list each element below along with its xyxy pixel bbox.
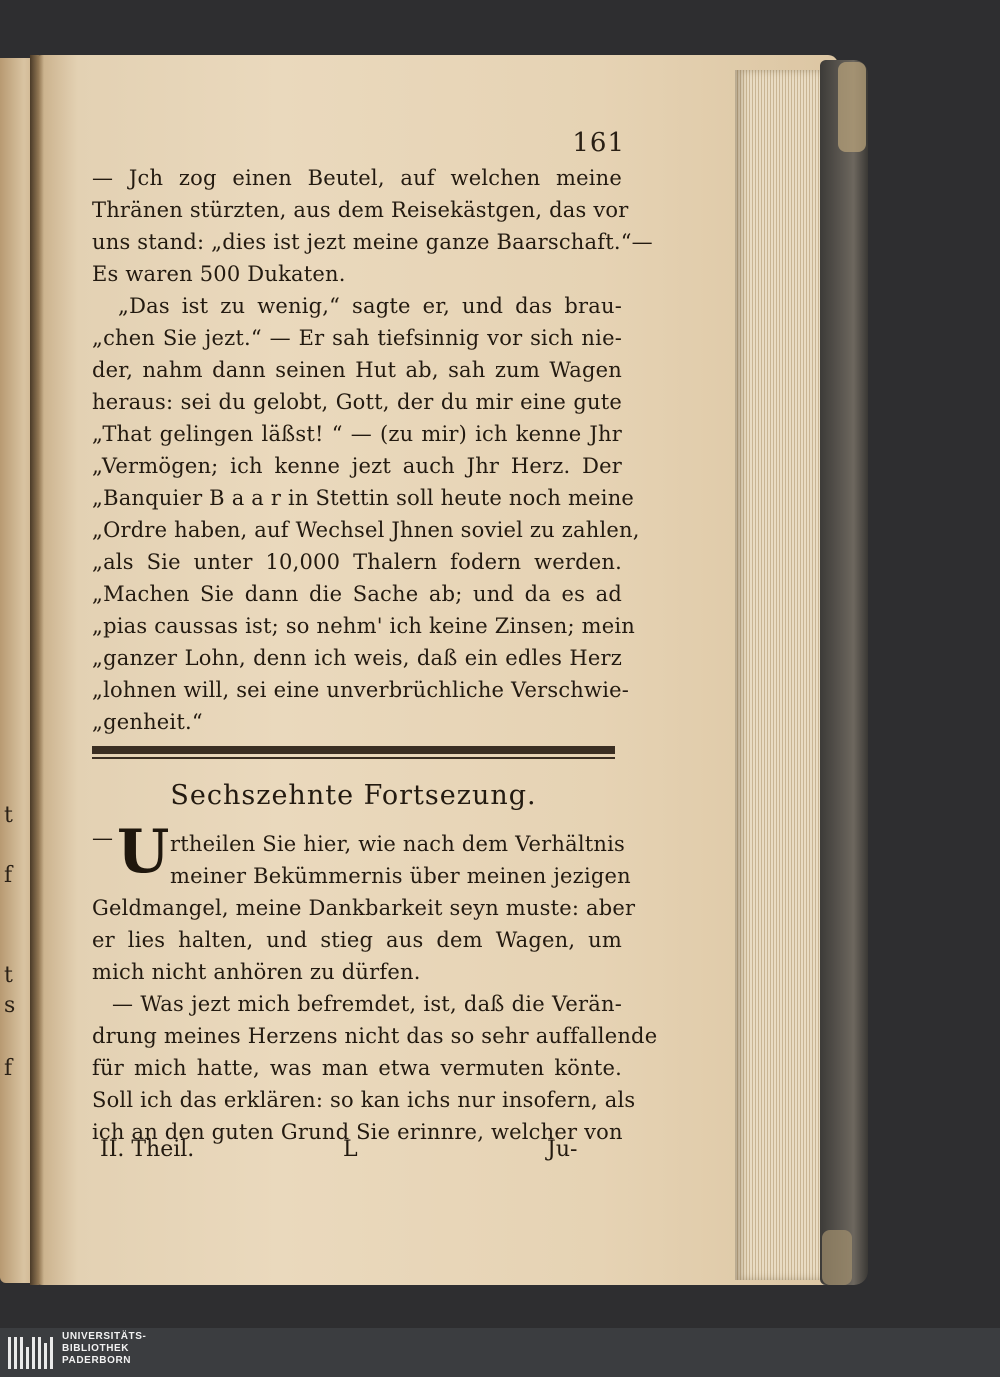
- text-line: Soll ich das erklären: so kan ichs nur insofern, als: [92, 1088, 636, 1112]
- signature-mark: L: [343, 1137, 358, 1162]
- text-line: „Vermögen; ich kenne jezt auch Jhr Herz. Der: [92, 454, 622, 478]
- text-line: „Machen Sie dann die Sache ab; und da es ad: [92, 582, 622, 606]
- library-bar: [0, 1328, 1000, 1377]
- text-line: Es waren 500 Dukaten.: [92, 262, 346, 286]
- page-footer: [100, 1137, 600, 1171]
- text-line: — Was jezt mich befremdet, ist, daß die Verän-: [112, 992, 622, 1016]
- section-rule-thick: [92, 746, 615, 754]
- cover-wear-bottom: [822, 1230, 852, 1285]
- library-name-line2: BIBLIOTHEK: [62, 1343, 130, 1354]
- text-line: „Ordre haben, auf Wechsel Jhnen soviel zu zahlen,: [92, 518, 640, 542]
- text-line: mich nicht anhören zu dürfen.: [92, 960, 421, 984]
- volume-label: II. Theil.: [100, 1137, 195, 1162]
- library-logo-icon: [8, 1337, 52, 1369]
- text-line: „chen Sie jezt.“ — Er sah tiefsinnig vor sich nie-: [92, 326, 622, 350]
- text-line: drung meines Herzens nicht das so sehr auffallende: [92, 1024, 658, 1048]
- text-line: Thränen stürzten, aus dem Reisekästgen, das vor: [92, 198, 629, 222]
- section-heading: Sechszehnte Fortsezung.: [170, 780, 537, 811]
- left-page-fragment: f: [4, 863, 13, 888]
- drop-cap: U: [117, 817, 170, 887]
- left-page-fragment: t: [4, 803, 13, 828]
- text-line: „als Sie unter 10,000 Thalern fodern werden.: [92, 550, 622, 574]
- text-line: „That gelingen läßst! “ — (zu mir) ich kenne Jhr: [92, 422, 622, 446]
- book-cover: [820, 60, 868, 1285]
- text-line: „pias caussas ist; so nehm' ich keine Zinsen; mein: [92, 614, 636, 638]
- text-line: „Banquier B a a r in Stettin soll heute noch meine: [92, 486, 635, 510]
- catchword: Ju-: [547, 1137, 578, 1162]
- page-number: 161: [572, 128, 625, 158]
- text-line: „lohnen will, sei eine unverbrüchliche Verschwie-: [92, 678, 630, 702]
- library-name-line3: PADERBORN: [62, 1355, 132, 1366]
- text-line: rtheilen Sie hier, wie nach dem Verhältnis: [170, 832, 626, 856]
- left-page-fragment: s: [4, 993, 16, 1018]
- text-line: ich an den guten Grund Sie erinnre, welcher von: [92, 1120, 623, 1144]
- text-line: heraus: sei du gelobt, Gott, der du mir eine gute: [92, 390, 622, 414]
- text-line: für mich hatte, was man etwa vermuten könte.: [92, 1056, 622, 1080]
- text-line: der, nahm dann seinen Hut ab, sah zum Wagen: [92, 358, 622, 382]
- cover-wear-top: [838, 62, 866, 152]
- page-edges: [735, 70, 830, 1280]
- text-line: „genheit.“: [92, 710, 203, 734]
- text-line: uns stand: „dies ist jezt meine ganze Baarschaft.“—: [92, 230, 653, 254]
- library-name-line1: UNIVERSITÄTS-: [62, 1331, 147, 1342]
- left-page-fragment: t: [4, 963, 13, 988]
- page-gutter: [30, 55, 44, 1285]
- text-line: „ganzer Lohn, denn ich weis, daß ein edles Herz: [92, 646, 622, 670]
- text-line: Geldmangel, meine Dankbarkeit seyn muste: aber: [92, 896, 636, 920]
- left-page-fragment: f: [4, 1056, 13, 1081]
- text-line: meiner Bekümmernis über meinen jezigen: [170, 864, 631, 888]
- section-rule-thin: [92, 757, 615, 759]
- text-line: — Jch zog einen Beutel, auf welchen meine: [92, 166, 622, 190]
- text-line: „Das ist zu wenig,“ sagte er, und das brau-: [118, 294, 622, 318]
- drop-cap-dash: —: [92, 826, 114, 850]
- text-line: er lies halten, und stieg aus dem Wagen, um: [92, 928, 622, 952]
